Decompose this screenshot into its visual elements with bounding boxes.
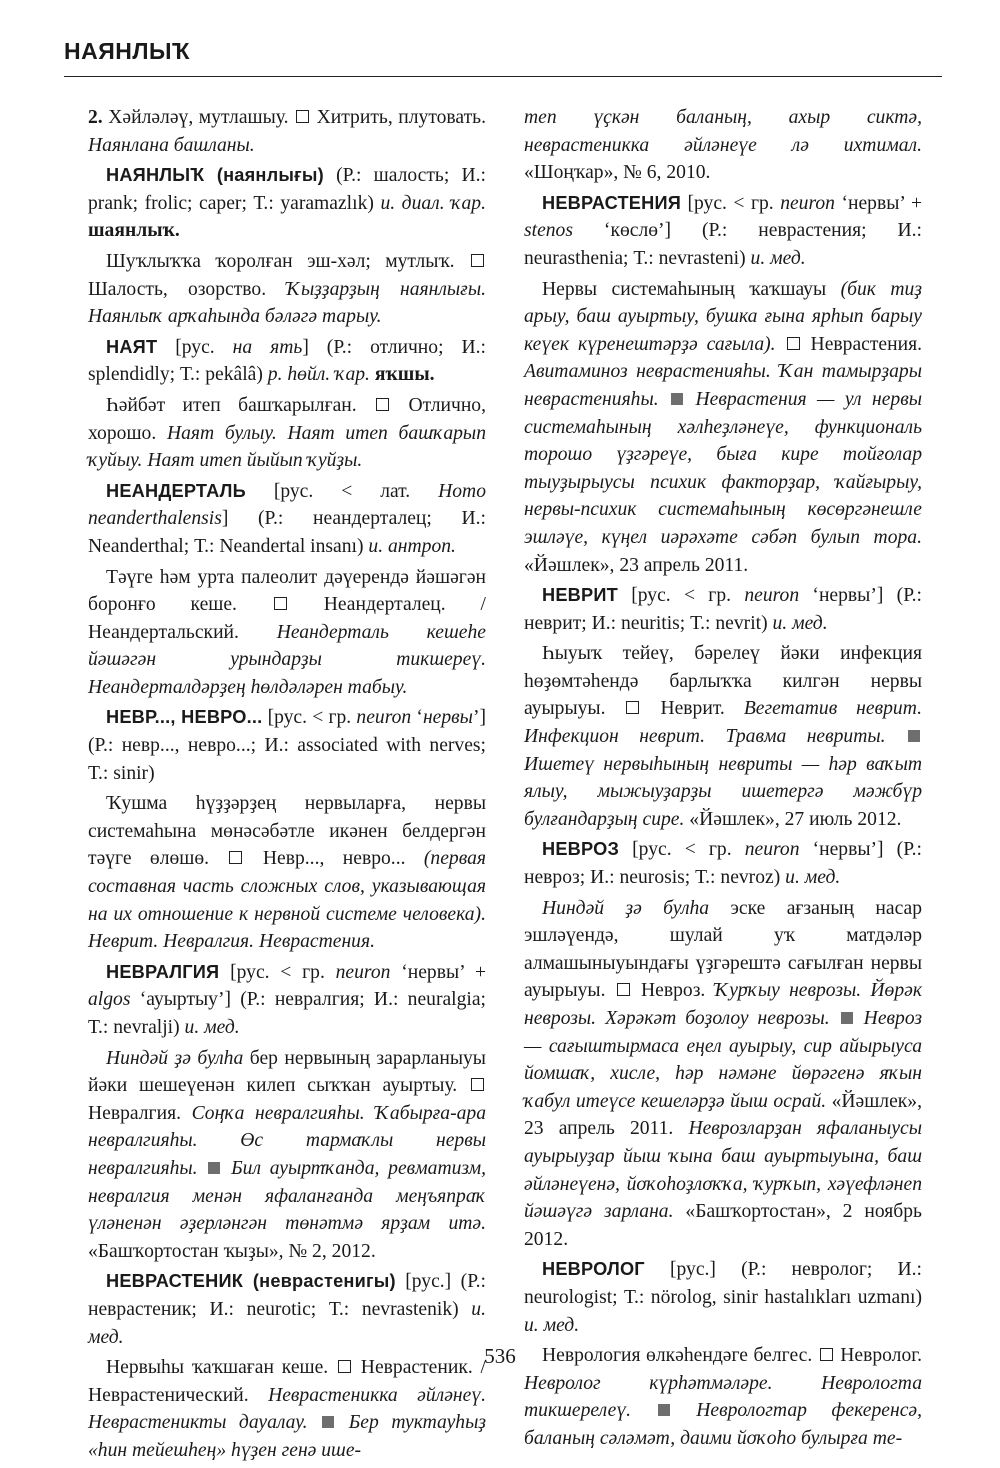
- text: [рус. < гр.: [619, 839, 745, 861]
- running-head: НАЯНЛЫҠ: [64, 38, 191, 64]
- filled-square-icon: [671, 393, 683, 405]
- dictionary-paragraph: [88, 564, 486, 702]
- text: ’] (Р.: невр..., невро...; И.: associated with nerves; Т.: sinir): [88, 707, 486, 784]
- text: ‘нервы’ +: [834, 192, 922, 214]
- text: Невралгия.: [88, 1102, 192, 1124]
- italic-text: neuron: [780, 192, 835, 214]
- text: [рус.: [157, 336, 233, 358]
- italic-text: Неандерталь кешеһе йәшәгән урындарҙы тикшереү. Неандерталдәрҙең һөлдәләрен табыу.: [88, 621, 486, 698]
- left-column: [88, 104, 486, 1468]
- italic-text: (первая составная часть сложных слов, указывающая на их отношение к нервной системе человека). Неврит. Невралгия. Неврастения.: [88, 848, 486, 953]
- text: Неандерталец. / Неандертальский.: [88, 594, 487, 643]
- open-square-icon: [626, 701, 639, 714]
- text: Тәүге һәм урта палеолит дәүерендә йәшәгән боронғо кеше.: [88, 566, 486, 616]
- text: Невроз.: [631, 980, 715, 1002]
- italic-text: algos: [88, 989, 131, 1011]
- text: Хитрить, плутовать.: [311, 107, 487, 128]
- open-square-icon: [376, 398, 389, 411]
- text: (Р.: шалость; И.: prank; frolic; caper; Т.: yaramazlık): [88, 165, 486, 214]
- bold-text: шаянлыҡ.: [88, 220, 180, 242]
- dictionary-paragraph: [88, 1045, 486, 1266]
- italic-text: Ҡурҡыу неврозы. Йөрәк неврозы. Хәрәкәт боҙолоу неврозы.: [524, 980, 922, 1029]
- text: Шуҡлыҡҡа ҡоролған эш-хәл; мутлыҡ.: [106, 250, 469, 272]
- headword: НЕВРОЗ: [542, 839, 620, 860]
- text: Ҡушма һүҙҙәрҙең нервыларға, нервы системаһына мөнәсәбәтле икәнен белдергән тәүге өлөшө.: [88, 793, 486, 870]
- italic-text: neuron: [356, 707, 412, 729]
- open-square-icon: [471, 254, 484, 267]
- italic-text: Вегетатив неврит. Инфекцион неврит. Травма невриты.: [524, 698, 922, 748]
- open-square-icon: [274, 597, 287, 610]
- dictionary-paragraph: [524, 276, 922, 580]
- italic-text: и. мед.: [772, 612, 828, 634]
- dictionary-entry-head: [88, 959, 486, 1042]
- dictionary-paragraph: [88, 248, 486, 331]
- text: «Йәшлек», 27 июль 2012.: [684, 808, 902, 830]
- text: [рус.] (Р.: невролог; И.: neurologist; Т.: nörolog, sinir hastalıkları uzmanı): [524, 1259, 922, 1308]
- headword: НАЯНЛЫҠ (наянлығы): [106, 165, 324, 186]
- headword: НЕАНДЕРТАЛЬ: [106, 480, 246, 501]
- bold-text: яҡшы.: [369, 364, 435, 386]
- headword: НЕВР..., НЕВРО...: [106, 707, 263, 728]
- text: «Йәшлек», 23 апрель 2011.: [524, 1090, 922, 1140]
- headword: НЕВРАЛГИЯ: [106, 961, 220, 982]
- italic-text: neuron: [744, 839, 800, 861]
- italic-text: и. диал. ҡар.: [380, 192, 487, 214]
- dictionary-entry-head: [88, 478, 486, 561]
- text: Хәйләләү, мутлашыу.: [108, 107, 295, 128]
- filled-square-icon: [208, 1162, 220, 1174]
- open-square-icon: [229, 851, 242, 864]
- text: Неврастения.: [801, 333, 922, 355]
- italic-text: нервы: [422, 707, 473, 729]
- italic-text: neuron: [335, 961, 391, 983]
- dictionary-paragraph: [88, 392, 486, 475]
- headword: НЕВРАСТЕНИЯ: [542, 192, 682, 213]
- dictionary-paragraph: [524, 640, 922, 833]
- italic-text: и. мед.: [524, 1314, 580, 1336]
- dictionary-entry-head: [88, 162, 486, 245]
- open-square-icon: [787, 337, 800, 350]
- italic-text: Авитаминоз неврастенияһы. Ҡан тамырҙары неврастенияһы.: [524, 361, 922, 410]
- right-column: [524, 104, 922, 1456]
- open-square-icon: [617, 983, 630, 996]
- text: ] (Р.: неандерталец; И.: Neanderthal; Т.: Neandertal insanı): [88, 508, 486, 557]
- open-square-icon: [471, 1078, 484, 1091]
- italic-text: и. антроп.: [368, 535, 456, 557]
- italic-text: Ниндәй ҙә булһа: [106, 1047, 244, 1069]
- italic-text: Ишетеү нервыһының невриты — һәр ваҡыт ялыу, мыжыуҙарҙы ишетергә мәжбүр булғандарҙың сире.: [524, 753, 922, 830]
- italic-text: (бик тиҙ арыу, баш ауыртыу, бушка ғына ярһып барыу кеүек күренештәрҙә сағыла).: [524, 278, 922, 355]
- italic-text: stenos: [524, 220, 573, 242]
- dictionary-entry-head: [524, 836, 922, 891]
- text: Һыуыҡ тейеү, бәрелеү йәки инфекция һөҙөмтәһендә барлыҡҡа килгән нервы ауырыуы.: [524, 643, 922, 720]
- text: Неврастеник. / Неврастенический.: [88, 1357, 486, 1406]
- text: [рус. < гр.: [262, 707, 357, 729]
- bold-text: 2.: [88, 107, 109, 128]
- italic-text: на ять: [232, 336, 303, 358]
- headword: НАЯТ: [106, 336, 158, 357]
- text: [рус. < гр.: [681, 192, 781, 214]
- headword: НЕВРОЛОГ: [542, 1259, 645, 1280]
- italic-text: Неврастения — ул нервы системаһының хәлһеҙләнеүе, функциональ торошо үҙгәреүе, быға кире тойғолар тыуҙырыусы психик факторҙар, ҡайғырыу, нервы-психик системаһының көсөргәнешле эшләүе, күңел иәрәхәте сәбәп булып тора.: [524, 388, 922, 548]
- page-number: 536: [484, 1344, 516, 1368]
- text: бер нервының зарарланыуы йәки шешеүенән килеп сыҡҡан ауыртыу.: [88, 1047, 486, 1097]
- filled-square-icon: [658, 1404, 670, 1416]
- dictionary-paragraph: [88, 104, 486, 159]
- italic-text: Ҡыҙҙарҙың наянлығы. Наянлыҡ арҡаһында бәләгә тарыу.: [88, 278, 486, 328]
- text: ‘ауыртыу’] (Р.: невралгия; И.: neuralgia; Т.: nevralji): [88, 989, 486, 1038]
- text: Отлично, хорошо.: [88, 394, 487, 444]
- text: «Башҡортостан», 2 ноябрь 2012.: [524, 1201, 922, 1250]
- italic-text: Ниндәй ҙә булһа: [542, 897, 710, 919]
- italic-text: Неврозларҙан яфаланыусы ауырыуҙар йыш ҡына баш ауыртыуына, баш әйләнеүенә, йоҡоһоҙлоҡҡа, ҡурҡып, хәүефләнеп йәшәүгә зарлана.: [524, 1118, 922, 1223]
- text: Невр..., невро...: [244, 848, 424, 870]
- text: ‘: [411, 707, 423, 729]
- italic-text: Невролог күрһәтмәләре. Неврологта тикшерелеү.: [524, 1372, 922, 1422]
- text: [рус. < гр.: [617, 585, 745, 607]
- italic-text: Невроз — сағыштырмаса еңел ауырыу, сир айырыуса йомшаҡ, хисле, һәр нәмәне йөрәгенә яҡын ҡабул итеүсе кешеләрҙә йыш осрай.: [524, 1008, 922, 1112]
- text: ‘нервы’ +: [390, 961, 486, 983]
- italic-text: и. мед.: [88, 1298, 486, 1348]
- text: «Башҡортостан ҡыҙы», № 2, 2012.: [88, 1240, 376, 1262]
- headword: НЕВРИТ: [542, 585, 618, 606]
- dictionary-paragraph: [88, 1354, 486, 1464]
- dictionary-paragraph: [524, 104, 922, 187]
- filled-square-icon: [908, 730, 920, 742]
- text: Һәйбәт итеп башҡарылған.: [106, 394, 375, 416]
- italic-text: Homo neanderthalensis: [88, 480, 486, 530]
- italic-text: Бил ауыртҡанда, ревматизм, невралгия менән яфаланғанда меңъяпраҡ үләненән әҙерләнгән төнәтмә ярҙам итә.: [88, 1157, 486, 1235]
- text: ‘нервы’] (Р.: невроз; И.: neurosis; Т.: nevroz): [524, 839, 922, 889]
- italic-text: Наянлана башланы.: [88, 134, 255, 156]
- text: Нервы системаһының ҡаҡшауы: [542, 278, 841, 300]
- text: ‘нервы’] (Р.: неврит; И.: neuritis; Т.: nevrit): [524, 585, 922, 634]
- text: Невролог.: [834, 1345, 922, 1367]
- text: [776, 334, 785, 355]
- text: «Шоңҡар», № 6, 2010.: [524, 162, 711, 184]
- italic-text: Соңҡа невралгияһы. Ҡабырға-ара невралгияһы. Өс тармаҡлы нервы невралгияһы.: [88, 1102, 487, 1179]
- dictionary-entry-head: [524, 582, 922, 637]
- text: [рус. < лат.: [245, 480, 439, 502]
- text: ] (Р.: отлично; И.: splendidly; Т.: pekâlâ): [88, 336, 486, 386]
- filled-square-icon: [322, 1416, 334, 1428]
- dictionary-paragraph: [524, 895, 922, 1254]
- italic-text: Неврастеникка әйләнеү. Неврастеникты дауалау.: [88, 1384, 486, 1434]
- italic-text: и. мед.: [785, 867, 841, 889]
- dictionary-entry-head: [88, 1268, 486, 1351]
- open-square-icon: [296, 110, 309, 123]
- text: [рус.] (Р.: неврастеник; И.: neurotic; Т.: nevrastenik): [88, 1271, 486, 1320]
- text: [рус. < гр.: [219, 961, 336, 983]
- italic-text: теп үҫкән баланың, ахыр сиктә, неврастеникка әйләнеүе лә ихтимал.: [524, 107, 922, 156]
- text: Неврит.: [641, 698, 744, 720]
- filled-square-icon: [841, 1012, 853, 1024]
- text: Неврология өлкәһендәге белгес.: [542, 1345, 818, 1367]
- italic-text: neuron: [744, 585, 800, 607]
- italic-text: р. һөйл. ҡар.: [267, 364, 370, 386]
- dictionary-entry-head: [524, 1256, 922, 1339]
- header-rule: [64, 76, 942, 77]
- text: эске ағзаның насар эшләүендә, шулай уҡ матдәләр алмашыныуындағы үҙгәрештә сағылған нервы ауырыуы.: [524, 897, 922, 1002]
- dictionary-entry-head: [88, 334, 486, 389]
- text: ‘көслө’] (Р.: неврастения; И.: neurasthenia; Т.: nevrasteni): [524, 220, 922, 269]
- dictionary-paragraph: [88, 790, 486, 956]
- dictionary-entry-head: [88, 704, 486, 787]
- italic-text: и. мед.: [750, 247, 806, 269]
- italic-text: Бер туктауһыҙ «һин тейешһең» һүҙен генә ише-: [88, 1412, 486, 1461]
- text: Шалость, озорство.: [88, 278, 287, 300]
- text: «Йәшлек», 23 апрель 2011.: [524, 554, 749, 576]
- italic-text: и. мед.: [184, 1017, 240, 1038]
- dictionary-entry-head: [524, 190, 922, 273]
- italic-text: Наят булыу. Наят итеп башҡарып ҡуйыу. Наят итеп йыйып ҡуйҙы.: [88, 422, 486, 472]
- text: Нервыһы ҡаҡшаған кеше.: [106, 1357, 336, 1379]
- italic-text: Неврологтар фекеренсә, баланың сәләмәт, даими йоҡоһо булырға те-: [524, 1400, 922, 1449]
- headword: НЕВРАСТЕНИК (неврастенигы): [106, 1271, 396, 1292]
